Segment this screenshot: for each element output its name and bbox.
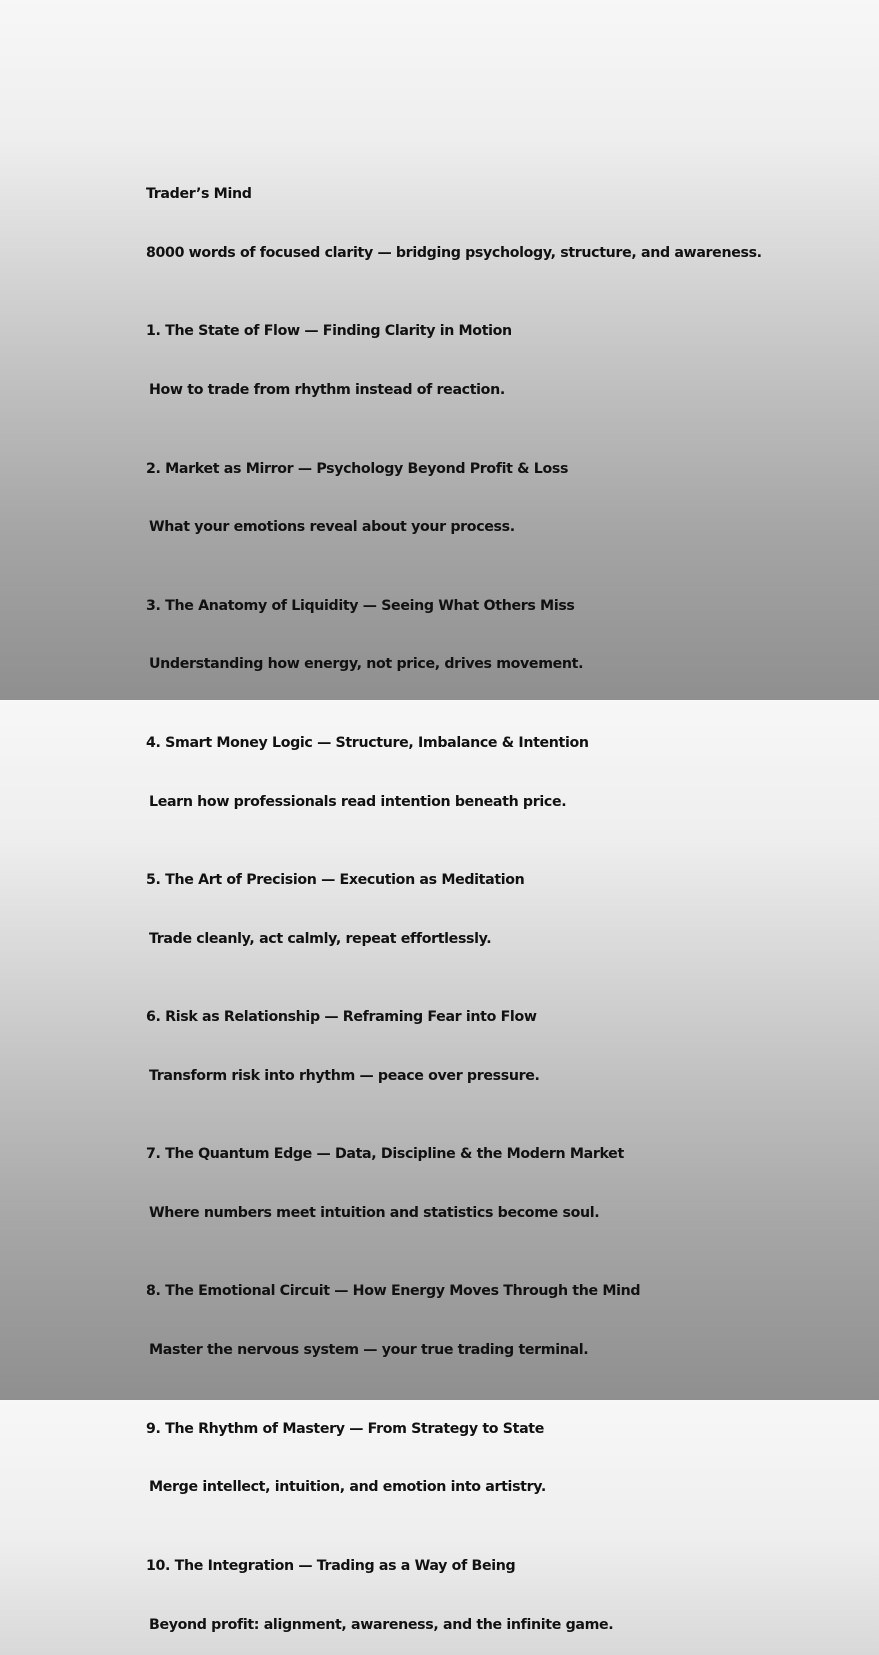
chapter-heading-5: 5. The Art of Precision — Execution as Meditation (146, 871, 525, 888)
document-subtitle: 8000 words of focused clarity — bridging psychology, structure, and awareness. (146, 244, 762, 261)
chapter-heading-7: 7. The Quantum Edge — Data, Discipline & the Modern Market (146, 1146, 624, 1163)
chapter-heading-2: 2. Market as Mirror — Psychology Beyond Profit & Loss (146, 460, 569, 477)
chapter-heading-8: 8. The Emotional Circuit — How Energy Moves Through the Mind (146, 1283, 641, 1300)
chapter-heading-4: 4. Smart Money Logic — Structure, Imbalance & Intention (146, 734, 589, 751)
chapter-heading-1: 1. The State of Flow — Finding Clarity in Motion (146, 323, 512, 340)
chapter-heading-9: 9. The Rhythm of Mastery — From Strategy to State (146, 1420, 544, 1437)
chapter-heading-3: 3. The Anatomy of Liquidity — Seeing What Others Miss (146, 597, 575, 614)
chapter-summary-1: How to trade from rhythm instead of reaction. (149, 382, 505, 399)
chapter-heading-6: 6. Risk as Relationship — Reframing Fear into Flow (146, 1009, 537, 1026)
chapter-summary-9: Merge intellect, intuition, and emotion into artistry. (149, 1479, 546, 1496)
chapter-summary-7: Where numbers meet intuition and statistics become soul. (149, 1205, 600, 1222)
chapter-summary-5: Trade cleanly, act calmly, repeat effortlessly. (149, 930, 492, 947)
chapter-summary-8: Master the nervous system — your true trading terminal. (149, 1342, 589, 1359)
chapter-heading-10: 10. The Integration — Trading as a Way of Being (146, 1557, 516, 1574)
chapter-summary-2: What your emotions reveal about your process. (149, 519, 515, 536)
chapter-summary-4: Learn how professionals read intention beneath price. (149, 793, 567, 810)
chapter-summary-3: Understanding how energy, not price, drives movement. (149, 656, 584, 673)
document-body (146, 146, 762, 1655)
document-title: Trader’s Mind (146, 186, 252, 203)
chapter-summary-6: Transform risk into rhythm — peace over pressure. (149, 1067, 540, 1084)
chapter-summary-10: Beyond profit: alignment, awareness, and the infinite game. (149, 1616, 614, 1633)
